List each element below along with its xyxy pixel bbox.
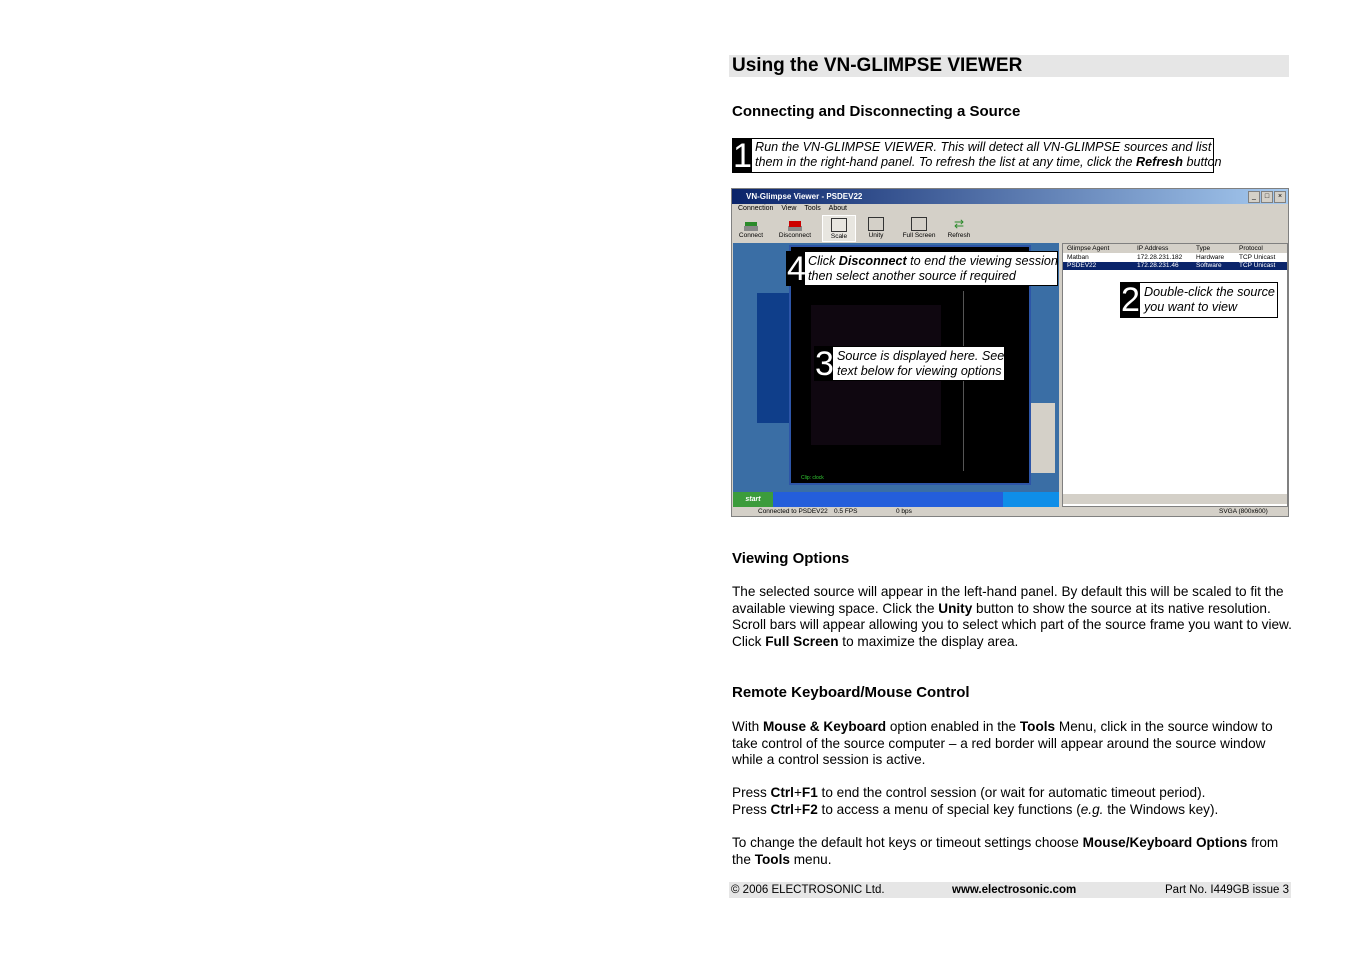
mouse-keyboard-options-ref: Mouse/Keyboard Options [1082, 835, 1248, 850]
row-protocol: TCP Unicast [1239, 262, 1276, 269]
page-title: Using the VN-GLIMPSE VIEWER [732, 55, 1023, 76]
system-tray [1003, 492, 1059, 507]
remote-paragraph-4 [732, 835, 1292, 868]
viewing-paragraph [732, 584, 1292, 650]
row-protocol: TCP Unicast [1239, 254, 1276, 261]
remote-paragraph-3 [732, 802, 1292, 819]
col-glimpse-agent[interactable]: Glimpse Agent [1067, 245, 1110, 252]
f1-ref: F1 [801, 785, 818, 800]
remote-2-a: Press [732, 785, 771, 800]
step-2-text [1144, 285, 1275, 315]
menu-tools[interactable]: Tools [804, 205, 821, 212]
status-fps: 0.5 FPS [834, 508, 858, 515]
connect-icon [743, 217, 759, 231]
full-screen-ref: Full Screen [765, 633, 839, 649]
divider [963, 291, 964, 471]
step-4-callout [786, 251, 1058, 286]
connect-label: Connect [738, 232, 764, 239]
status-mode: SVGA (800x600) [1219, 508, 1268, 515]
ctrl-ref: Ctrl [770, 785, 794, 800]
remote-3-e: to access a menu of special key functions ( [817, 802, 1081, 817]
step-3-number: 3 [815, 345, 834, 383]
step-1-text [755, 140, 1222, 170]
page-footer [729, 882, 1291, 898]
row-agent: PSDEV22 [1067, 262, 1097, 269]
unity-ref: Unity [938, 600, 973, 616]
row-type: Software [1196, 262, 1222, 269]
refresh-icon: ⇄ [953, 217, 965, 231]
row-agent: Matban [1067, 254, 1089, 261]
col-type[interactable]: Type [1196, 245, 1211, 252]
status-connection: Connected to PSDEV22 [758, 508, 828, 515]
status-bps: 0 bps [896, 508, 912, 515]
source-row[interactable] [1063, 254, 1287, 262]
remote-paragraph-2 [732, 785, 1292, 802]
menu-about[interactable]: About [828, 205, 847, 212]
remote-3-g: the Windows key). [1103, 802, 1219, 817]
unity-button[interactable] [859, 215, 893, 242]
step-2-line-1: Double-click the source [1144, 285, 1275, 299]
connect-button[interactable] [734, 215, 768, 242]
menu-connection[interactable]: Connection [738, 205, 774, 212]
footer-copyright: © 2006 ELECTROSONIC Ltd. [731, 884, 885, 896]
viewer-statusbar [732, 507, 1288, 517]
clip-label: Clip: clock [801, 475, 824, 481]
page-title-bar [729, 55, 1289, 77]
full-screen-button[interactable] [900, 215, 938, 242]
unity-label: Unity [868, 232, 884, 239]
ctrl-ref: Ctrl [770, 802, 794, 817]
step-1-callout [732, 137, 1222, 175]
menu-view[interactable]: View [781, 205, 797, 212]
mouse-keyboard-ref: Mouse & Keyboard [762, 719, 887, 734]
viewer-window-title: VN-Glimpse Viewer - PSDEV22 [732, 189, 1288, 204]
tools-ref: Tools [1019, 719, 1056, 734]
disconnect-ref: Disconnect [838, 254, 907, 268]
footer-website: www.electrosonic.com [952, 884, 1077, 896]
plus: + [793, 785, 802, 800]
minimize-icon[interactable]: _ [1248, 191, 1260, 203]
scale-label: Scale [830, 233, 848, 240]
maximize-icon[interactable]: □ [1261, 191, 1273, 203]
footer-part-number: Part No. I449GB issue 3 [1165, 884, 1290, 896]
side-window [1031, 403, 1055, 473]
remote-1-e: Menu, click in the source window to take control of the source computer – a red border will appear around the source window while a control session is active. [732, 719, 1273, 768]
remote-4-a: To change the default hot keys or timeout settings choose [732, 835, 1083, 850]
full-screen-label: Full Screen [902, 232, 936, 239]
tools-ref: Tools [754, 851, 790, 867]
step-4-line-1-c: to end the viewing session [906, 254, 1058, 268]
refresh-button[interactable] [942, 215, 976, 242]
remote-3-a: Press [732, 802, 771, 817]
eg: e.g. [1080, 802, 1104, 817]
plus: + [793, 802, 802, 817]
close-icon[interactable]: × [1274, 191, 1286, 203]
section-heading-viewing: Viewing Options [732, 550, 850, 567]
row-ip: 172.28.231.46 [1137, 262, 1179, 269]
start-button[interactable]: start [733, 492, 773, 507]
horizontal-scrollbar[interactable] [1063, 494, 1287, 504]
step-4-line-2: then select another source if required [808, 269, 1016, 283]
viewer-toolbar [732, 215, 1288, 242]
viewing-text-a: The selected source will appear in the left-hand panel. By default this will be scaled to fit the available viewing space. Click the [732, 584, 1284, 616]
start-menu [757, 293, 789, 423]
step-4-line-1 [808, 254, 1058, 269]
step-4-line-1-a: Click [808, 254, 839, 268]
unity-icon [868, 217, 884, 231]
step-1-line-1: Run the VN-GLIMPSE VIEWER. This will detect all VN-GLIMPSE sources and list [755, 140, 1212, 154]
disconnect-label: Disconnect [778, 232, 812, 239]
step-2-line-2: you want to view [1144, 300, 1238, 314]
step-3-line-1: Source is displayed here. See [837, 349, 1005, 363]
row-type: Hardware [1196, 254, 1225, 261]
refresh-ref: Refresh [1136, 155, 1183, 169]
viewing-text-e: to maximize the display area. [838, 633, 1019, 649]
step-1-line-2-a: them in the right-hand panel. To refresh the list at any time, click the [755, 155, 1137, 169]
step-2-number: 2 [1121, 281, 1140, 319]
scale-icon [831, 218, 847, 232]
step-3-line-2: text below for viewing options [837, 364, 1002, 378]
step-1-number: 1 [733, 137, 752, 175]
taskbar [733, 492, 1059, 507]
remote-4-c: from the [732, 835, 1279, 867]
refresh-label: Refresh [947, 232, 971, 239]
remote-1-a: With [732, 719, 763, 734]
remote-1-c: option enabled in the [886, 719, 1020, 734]
step-1-line-2-c: button [1182, 155, 1222, 169]
col-ip-address[interactable]: IP Address [1137, 245, 1169, 252]
remote-paragraph-1 [732, 719, 1292, 769]
section-heading-connecting: Connecting and Disconnecting a Source [732, 103, 1021, 120]
step-4-number: 4 [787, 250, 806, 288]
viewer-menubar [732, 204, 1288, 214]
step-3-text [837, 349, 1004, 379]
row-ip: 172.28.231.182 [1137, 254, 1183, 261]
step-4-text [808, 254, 1058, 284]
disconnect-icon [787, 217, 803, 231]
full-screen-icon [911, 217, 927, 231]
step-3-callout [814, 346, 1005, 381]
scale-button[interactable] [822, 215, 856, 242]
remote-2-e: to end the control session (or wait for automatic timeout period). [817, 785, 1206, 800]
window-controls [1248, 191, 1286, 203]
source-row-selected[interactable] [1063, 262, 1287, 270]
remote-4-e: menu. [789, 851, 832, 867]
f2-ref: F2 [801, 802, 818, 817]
disconnect-button[interactable] [778, 215, 812, 242]
source-list-header [1063, 244, 1287, 253]
section-heading-remote: Remote Keyboard/Mouse Control [732, 684, 970, 701]
step-2-callout [1120, 282, 1278, 318]
viewing-text-c: button to show the source at its native resolution. Scroll bars will appear allowing you to select which part of the source frame you want to view. Click [732, 600, 1292, 649]
step-1-line-2 [755, 155, 1222, 170]
col-protocol[interactable]: Protocol [1239, 245, 1263, 252]
